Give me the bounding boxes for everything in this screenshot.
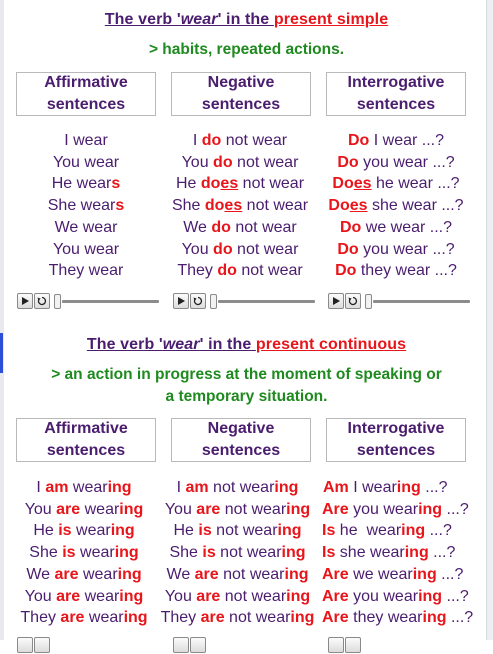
sentence: She does not wear bbox=[171, 197, 309, 215]
sentence: You do not wear bbox=[181, 153, 299, 171]
sentence: He is not wearing bbox=[173, 522, 302, 540]
sentence: Are you wearing ...? bbox=[322, 587, 469, 605]
replay-icon[interactable] bbox=[34, 637, 50, 653]
sentence: We are not wearing bbox=[166, 565, 309, 583]
section2-subtitle: > an action in progress at the moment of speaking or a temporary situation. bbox=[51, 366, 442, 405]
interrogative-continuous-column bbox=[318, 477, 482, 629]
play-icon[interactable] bbox=[173, 637, 189, 653]
sentence: He is wearing bbox=[33, 522, 135, 540]
play-icon[interactable] bbox=[328, 293, 344, 309]
seek-track[interactable] bbox=[373, 300, 470, 303]
replay-icon[interactable] bbox=[345, 637, 361, 653]
sentence: We wear bbox=[54, 218, 118, 236]
negative-continuous-column bbox=[157, 477, 318, 629]
header-interrogative: Interrogative sentences bbox=[326, 418, 466, 462]
sentence: You are wearing bbox=[24, 587, 144, 605]
sentence: Do they wear ...? bbox=[335, 262, 457, 280]
sentence: They are not wearing bbox=[160, 609, 315, 627]
sentence: We are wearing bbox=[26, 565, 142, 583]
header-negative: Negative sentences bbox=[171, 418, 311, 462]
sentence: Is he wearing ...? bbox=[322, 522, 452, 540]
sentence: You do not wear bbox=[181, 240, 299, 258]
right-scrollbar-track[interactable] bbox=[486, 0, 493, 640]
sentence: Does he wear ...? bbox=[332, 175, 460, 193]
replay-icon[interactable] bbox=[190, 293, 206, 309]
sentence: He wears bbox=[51, 175, 121, 193]
sentence: He does not wear bbox=[175, 175, 305, 193]
sentence: Are they wearing ...? bbox=[322, 609, 474, 627]
replay-icon[interactable] bbox=[190, 637, 206, 653]
negative-column bbox=[162, 130, 318, 282]
seek-thumb[interactable] bbox=[54, 294, 61, 309]
header-affirmative: Affirmative sentences bbox=[16, 418, 156, 462]
seek-thumb[interactable] bbox=[365, 294, 372, 309]
sentence: You are not wearing bbox=[164, 500, 311, 518]
replay-icon[interactable] bbox=[34, 293, 50, 309]
sentence: They are wearing bbox=[20, 609, 148, 627]
section2-title: The verb 'wear' in the present continuous bbox=[86, 336, 407, 353]
interrogative-column bbox=[319, 130, 473, 282]
audio-player-interrogative-continuous[interactable] bbox=[328, 636, 470, 654]
sentence: I am wearing bbox=[36, 479, 132, 496]
sentence: She is not wearing bbox=[169, 544, 306, 562]
play-icon[interactable] bbox=[17, 293, 33, 309]
sentence: Am I wearing ...? bbox=[323, 479, 448, 496]
audio-player-affirmative[interactable] bbox=[17, 292, 159, 310]
audio-player-affirmative-continuous[interactable] bbox=[17, 636, 159, 654]
sentence: You are wearing bbox=[24, 500, 144, 518]
header-affirmative: Affirmative sentences bbox=[16, 72, 156, 116]
header-interrogative: Interrogative sentences bbox=[326, 72, 466, 116]
sentence: Does she wear ...? bbox=[328, 197, 464, 215]
sentence: Are we wearing ...? bbox=[322, 565, 464, 583]
section1-subtitle: > habits, repeated actions. bbox=[148, 41, 345, 58]
seek-thumb[interactable] bbox=[210, 294, 217, 309]
sentence: We do not wear bbox=[183, 218, 297, 236]
sentence: She is wearing bbox=[29, 544, 139, 562]
affirmative-continuous-column bbox=[10, 477, 158, 629]
sentence: Do you wear ...? bbox=[337, 240, 455, 258]
audio-player-negative[interactable] bbox=[173, 292, 315, 310]
audio-player-negative-continuous[interactable] bbox=[173, 636, 315, 654]
sentence: Do you wear ...? bbox=[337, 153, 455, 171]
sentence: You wear bbox=[52, 153, 120, 171]
section1-title: The verb 'wear' in the present simple bbox=[104, 11, 389, 28]
audio-player-interrogative[interactable] bbox=[328, 292, 470, 310]
play-icon[interactable] bbox=[328, 637, 344, 653]
play-icon[interactable] bbox=[17, 637, 33, 653]
sentence: Are you wearing ...? bbox=[322, 500, 469, 518]
seek-track[interactable] bbox=[62, 300, 159, 303]
replay-icon[interactable] bbox=[345, 293, 361, 309]
left-page-edge bbox=[0, 0, 4, 640]
sentence: I do not wear bbox=[192, 132, 288, 149]
sentence: I am not wearing bbox=[176, 479, 299, 496]
affirmative-column bbox=[14, 130, 158, 282]
sentence: They wear bbox=[48, 262, 124, 280]
header-negative: Negative sentences bbox=[171, 72, 311, 116]
sentence: You wear bbox=[52, 240, 120, 258]
sentence: You are not wearing bbox=[164, 587, 311, 605]
sentence: They do not wear bbox=[177, 262, 303, 280]
sentence: Is she wearing ...? bbox=[322, 544, 456, 562]
seek-track[interactable] bbox=[218, 300, 315, 303]
sentence: She wears bbox=[47, 197, 125, 215]
sentence: Do we wear ...? bbox=[339, 218, 453, 236]
sentence: Do I wear ...? bbox=[347, 132, 445, 149]
play-icon[interactable] bbox=[173, 293, 189, 309]
sentence: I wear bbox=[64, 132, 108, 149]
